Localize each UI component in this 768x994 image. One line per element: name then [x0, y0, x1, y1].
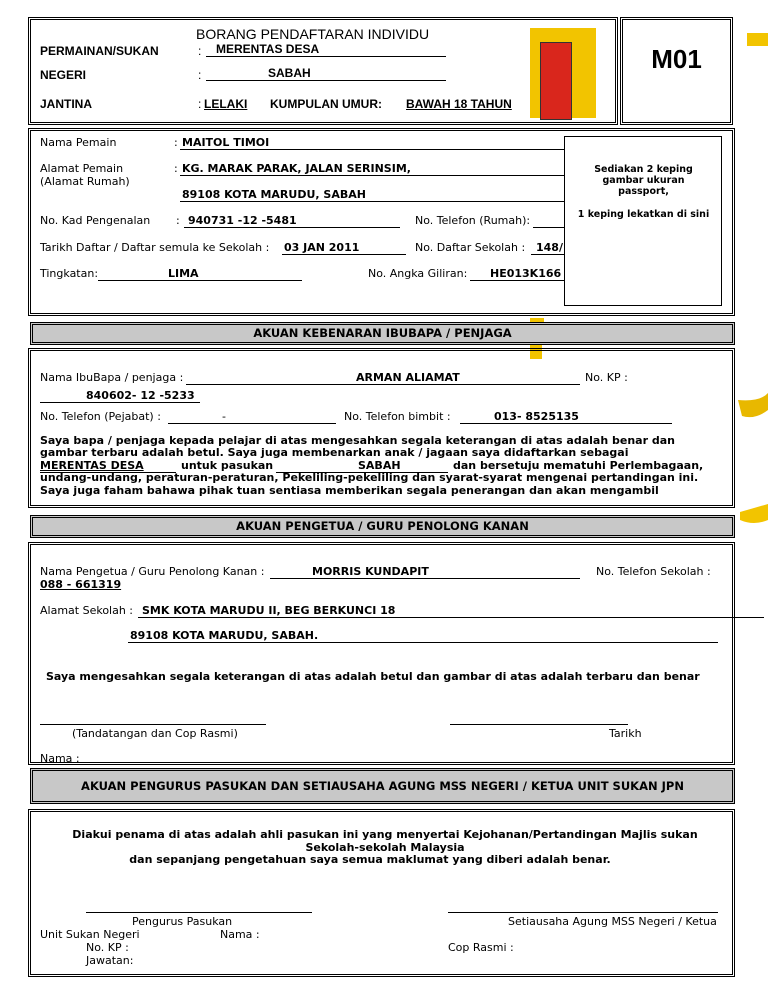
school-address-underline-1 [138, 617, 764, 618]
state-value: SABAH [268, 66, 311, 80]
principal-date-label: Tarikh [609, 727, 642, 740]
manager-stmt-1: Diakui penama di atas adalah ahli pasukan ini yang menyertai Kejohanan/Pertandingan Majlis sukan [72, 828, 698, 841]
principal-nama-label: Nama : [40, 752, 80, 762]
photo-note [576, 164, 711, 220]
principal-section-title: AKUAN PENGETUA / GURU PENOLONG KANAN [30, 515, 735, 538]
secretary-sign-line [448, 912, 718, 913]
parent-kp-label: No. KP : [585, 371, 628, 384]
exam-no-underline [470, 280, 564, 281]
manager-statement [40, 829, 730, 867]
form-code: M01 [651, 44, 702, 74]
parent-stmt-3-end: dan bersetuju mematuhi Perlembagaan, [453, 459, 704, 472]
parent-name-label: Nama IbuBapa / penjaga : [40, 371, 184, 384]
parent-kp-value: 840602- 12 -5233 [86, 389, 195, 402]
reg-date-underline [282, 254, 406, 255]
sport-colon: : [198, 44, 202, 58]
school-no-label: No. Daftar Sekolah : [415, 241, 526, 254]
parent-section-title: AKUAN KEBENARAN IBUBAPA / PENJAGA [30, 322, 735, 345]
principal-statement: Saya mengesahkan segala keterangan di atas adalah betul dan gambar di atas adalah terbaru dan benar [46, 670, 700, 683]
gender-colon: : [198, 97, 202, 111]
school-no-underline [531, 254, 564, 255]
principal-date-line [450, 724, 628, 725]
parent-stmt-4: undang-undang, peraturan-peraturan, Pekeliling-pekeliling dan syarat-syarat mengenai pertandingan ini. [40, 471, 699, 484]
exam-no-label: No. Angka Giliran: [368, 267, 468, 280]
phone-home-label: No. Telefon (Rumah): [415, 214, 531, 227]
sport-label: PERMAINAN/SUKAN [40, 44, 159, 58]
state-underline [206, 80, 446, 81]
phone-home-underline [533, 227, 564, 228]
school-no-value: 148/ [536, 241, 563, 254]
address-underline-1 [180, 175, 564, 176]
school-phone-label: No. Telefon Sekolah : [596, 565, 711, 578]
address-label: Alamat Pemain [40, 162, 124, 175]
reg-date-value: 03 JAN 2011 [284, 241, 360, 254]
jawatan-label: Jawatan: [86, 954, 134, 967]
form-title: BORANG PENDAFTARAN INDIVIDU [196, 26, 430, 42]
sport-value: MERENTAS DESA [216, 42, 320, 56]
school-phone-value: 088 - 661319 [40, 578, 122, 591]
manager-nama-label: Nama : [220, 928, 260, 941]
player-name-underline [180, 149, 564, 150]
parent-stmt-1: Saya bapa / penjaga kepada pelajar di atas mengesahkan segala keterangan di atas adalah benar dan [40, 434, 675, 447]
office-phone-value: - [222, 410, 226, 423]
mobile-label: No. Telefon bimbit : [344, 410, 451, 423]
principal-name-underline [270, 578, 580, 579]
parent-stmt-3-sport: MERENTAS DESA [40, 459, 144, 472]
manager-kp-label: No. KP : [86, 941, 129, 954]
state-colon: : [198, 68, 202, 82]
parent-stmt-2: gambar terbaru adalah betul. Saya juga membenarkan anak / jagaan saya didaftarkan sebagai [40, 446, 629, 459]
secretary-sign-label: Setiausaha Agung MSS Negeri / Ketua [508, 915, 717, 928]
parent-stmt-3-team: SABAH [358, 459, 401, 472]
photo-note-1: Sediakan 2 keping gambar ukuran passport, [594, 164, 693, 197]
cop-label: Cop Rasmi : [448, 941, 514, 954]
ic-label: No. Kad Pengenalan [40, 214, 151, 227]
address-underline-2 [180, 201, 564, 202]
manager-stmt-3: dan sepanjang pengetahuan saya semua maklumat yang diberi adalah benar. [129, 853, 611, 866]
ic-colon: : [176, 214, 180, 227]
gender-label: JANTINA [40, 97, 93, 111]
manager-sign-label: Pengurus Pasukan [132, 915, 233, 928]
photo-box [564, 136, 722, 306]
office-phone-underline [168, 423, 336, 424]
manager-sign-line [86, 912, 312, 913]
mobile-underline [460, 423, 672, 424]
principal-sign-line [40, 724, 266, 725]
address-line-1: KG. MARAK PARAK, JALAN SERINSIM, [182, 162, 411, 175]
reg-date-label: Tarikh Daftar / Daftar semula ke Sekolah : [40, 241, 270, 254]
sport-underline [206, 56, 446, 57]
age-value: BAWAH 18 TAHUN [406, 97, 512, 111]
gender-value: LELAKI [204, 97, 248, 111]
parent-stmt-5: Saya juga faham bahawa pihak tuan sentiasa memberikan segala penerangan dan akan mengambil [40, 484, 659, 497]
manager-stmt-2: Sekolah-sekolah Malaysia [305, 840, 465, 854]
school-address-label: Alamat Sekolah : [40, 604, 134, 617]
office-phone-label: No. Telefon (Pejabat) : [40, 410, 161, 423]
level-value: LIMA [168, 267, 199, 280]
parent-kp-underline [40, 402, 200, 403]
logo-shape [526, 28, 598, 118]
parent-name-underline [186, 384, 580, 385]
principal-name-value: MORRIS KUNDAPIT [312, 565, 429, 578]
address-colon: : [174, 162, 178, 175]
exam-no-value: HE013K166 [490, 267, 562, 280]
ic-value: 940731 -12 -5481 [188, 214, 297, 227]
state-label: NEGERI [40, 68, 87, 82]
manager-section-title: AKUAN PENGURUS PASUKAN DAN SETIAUSAHA AGUNG MSS NEGERI / KETUA UNIT SUKAN JPN [30, 768, 735, 804]
address-line-2: 89108 KOTA MARUDU, SABAH [182, 188, 366, 201]
photo-note-2: 1 keping lekatkan di sini [577, 209, 710, 220]
player-name-value: MAITOL TIMOI [182, 136, 270, 149]
level-underline [98, 280, 302, 281]
player-name-colon: : [174, 136, 178, 149]
mobile-value: 013- 8525135 [494, 410, 579, 423]
school-address-line-2: 89108 KOTA MARUDU, SABAH. [130, 629, 319, 642]
principal-name-label: Nama Pengetua / Guru Penolong Kanan : [40, 565, 265, 578]
player-name-label: Nama Pemain [40, 136, 117, 149]
principal-nama-clip [40, 752, 140, 762]
address-sub: (Alamat Rumah) [40, 175, 130, 188]
level-label: Tingkatan: [40, 267, 99, 280]
principal-sign-label: (Tandatangan dan Cop Rasmi) [72, 727, 238, 740]
age-label: KUMPULAN UMUR: [270, 97, 382, 111]
parent-name-value: ARMAN ALIAMAT [356, 371, 460, 384]
school-address-line-1: SMK KOTA MARUDU II, BEG BERKUNCI 18 [142, 604, 396, 617]
unit-label: Unit Sukan Negeri [40, 928, 140, 941]
school-address-underline-2 [128, 642, 718, 643]
ic-underline [184, 227, 400, 228]
parent-stmt-3-mid: untuk pasukan [181, 459, 274, 472]
